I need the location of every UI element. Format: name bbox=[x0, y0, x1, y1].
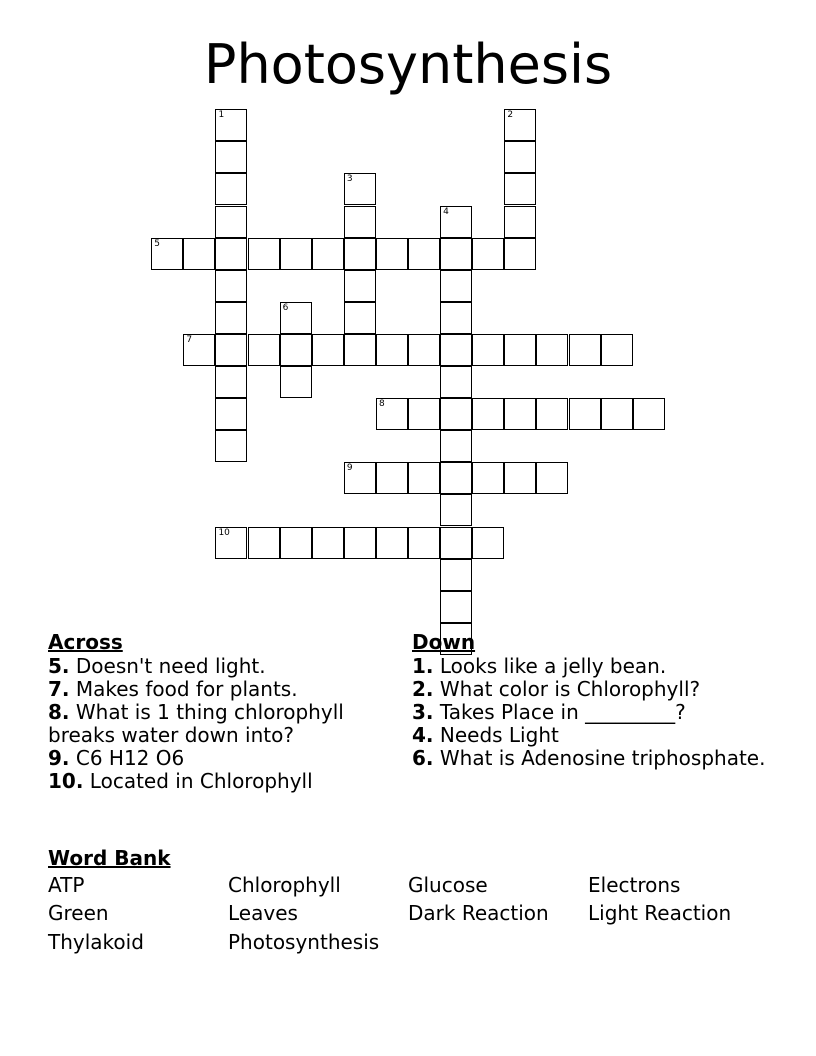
crossword-cell[interactable] bbox=[408, 462, 440, 494]
crossword-cell[interactable] bbox=[376, 238, 408, 270]
crossword-cell[interactable] bbox=[440, 591, 472, 623]
crossword-cell[interactable] bbox=[440, 270, 472, 302]
crossword-cell[interactable] bbox=[215, 398, 247, 430]
clue-text: What is Adenosine triphosphate. bbox=[439, 746, 766, 770]
clue-text: What color is Chlorophyll? bbox=[439, 677, 701, 701]
crossword-cell[interactable] bbox=[215, 430, 247, 462]
clue-text: Located in Chlorophyll bbox=[89, 769, 313, 793]
crossword-cell[interactable] bbox=[183, 334, 215, 366]
clue-number: 3. bbox=[412, 700, 434, 724]
crossword-cell[interactable] bbox=[504, 206, 536, 238]
crossword-cell[interactable] bbox=[215, 334, 247, 366]
crossword-cell[interactable] bbox=[440, 462, 472, 494]
clue-number: 1. bbox=[412, 654, 434, 678]
word-bank-item: Green bbox=[48, 901, 109, 925]
clue-number: 8. bbox=[48, 700, 70, 724]
crossword-cell[interactable] bbox=[440, 398, 472, 430]
crossword-cell[interactable] bbox=[472, 527, 504, 559]
word-bank-item: Leaves bbox=[228, 901, 298, 925]
clue-number-label: 10 bbox=[218, 527, 230, 538]
crossword-cell[interactable] bbox=[504, 398, 536, 430]
clue-number-label: 8 bbox=[378, 399, 385, 410]
down-clue bbox=[412, 724, 772, 747]
crossword-cell[interactable] bbox=[440, 334, 472, 366]
crossword-cell[interactable] bbox=[376, 462, 408, 494]
clue-number-label: 3 bbox=[346, 174, 353, 185]
crossword-cell[interactable] bbox=[344, 238, 376, 270]
page-title: Photosynthesis bbox=[203, 33, 613, 96]
clue-text: Doesn't need light. bbox=[75, 654, 266, 678]
word-bank-item: Chlorophyll bbox=[228, 873, 341, 897]
crossword-cell[interactable] bbox=[440, 559, 472, 591]
across-clue bbox=[48, 747, 388, 770]
down-clue bbox=[412, 678, 772, 701]
crossword-cell[interactable] bbox=[408, 527, 440, 559]
crossword-cell[interactable] bbox=[440, 302, 472, 334]
crossword-cell[interactable] bbox=[601, 398, 633, 430]
crossword-cell[interactable] bbox=[536, 462, 568, 494]
crossword-cell[interactable] bbox=[376, 334, 408, 366]
across-clue bbox=[48, 678, 388, 701]
crossword-cell[interactable] bbox=[472, 462, 504, 494]
clue-number-label: 6 bbox=[282, 302, 289, 313]
crossword-cell[interactable] bbox=[504, 109, 536, 141]
crossword-cell[interactable] bbox=[280, 366, 312, 398]
crossword-cell[interactable] bbox=[504, 173, 536, 205]
across-heading: Across bbox=[48, 630, 123, 654]
crossword-cell[interactable] bbox=[215, 141, 247, 173]
clue-number-label: 5 bbox=[154, 238, 160, 249]
across-clue bbox=[48, 701, 388, 747]
clue-number-label: 4 bbox=[443, 206, 449, 217]
crossword-cell[interactable] bbox=[440, 206, 472, 238]
word-bank-item: Photosynthesis bbox=[228, 930, 380, 954]
clue-number: 7. bbox=[48, 677, 70, 701]
down-clue bbox=[412, 655, 772, 678]
crossword-cell[interactable] bbox=[280, 527, 312, 559]
clue-text: What is 1 thing chlorophyll breaks water down into? bbox=[48, 700, 344, 747]
crossword-cell[interactable] bbox=[440, 366, 472, 398]
crossword-cell[interactable] bbox=[569, 334, 601, 366]
clue-number: 2. bbox=[412, 677, 434, 701]
crossword-cell[interactable] bbox=[215, 238, 247, 270]
word-bank-item: Light Reaction bbox=[588, 901, 732, 925]
clue-number-label: 2 bbox=[507, 110, 514, 121]
crossword-cell[interactable] bbox=[344, 334, 376, 366]
crossword-cell[interactable] bbox=[440, 494, 472, 526]
crossword-cell[interactable] bbox=[215, 206, 247, 238]
crossword-cell[interactable] bbox=[344, 527, 376, 559]
crossword-cell[interactable] bbox=[440, 430, 472, 462]
crossword-cell[interactable] bbox=[215, 302, 247, 334]
crossword-cell[interactable] bbox=[472, 334, 504, 366]
down-clues bbox=[412, 629, 772, 770]
crossword-cell[interactable] bbox=[215, 366, 247, 398]
crossword-cell[interactable] bbox=[408, 398, 440, 430]
clue-text: C6 H12 O6 bbox=[75, 746, 185, 770]
crossword-cell[interactable] bbox=[440, 238, 472, 270]
crossword-cell[interactable] bbox=[215, 270, 247, 302]
down-heading: Down bbox=[412, 630, 476, 654]
clue-number-label: 1 bbox=[218, 110, 225, 121]
word-bank bbox=[48, 845, 768, 961]
crossword-cell[interactable] bbox=[215, 109, 247, 141]
crossword-cell[interactable] bbox=[280, 302, 312, 334]
down-clue bbox=[412, 701, 772, 724]
word-bank-item: Dark Reaction bbox=[408, 901, 549, 925]
crossword-cell[interactable] bbox=[440, 527, 472, 559]
clue-number: 9. bbox=[48, 746, 70, 770]
clue-number-label: 7 bbox=[186, 334, 193, 345]
crossword-cell[interactable] bbox=[536, 398, 568, 430]
clue-text: Looks like a jelly bean. bbox=[439, 654, 667, 678]
crossword-cell[interactable] bbox=[280, 238, 312, 270]
crossword-cell[interactable] bbox=[344, 462, 376, 494]
word-bank-item: Thylakoid bbox=[48, 930, 144, 954]
word-bank-item: Electrons bbox=[588, 873, 681, 897]
crossword-cell[interactable] bbox=[536, 334, 568, 366]
clue-number-label: 9 bbox=[346, 463, 353, 474]
across-clue bbox=[48, 655, 388, 678]
clue-text: Makes food for plants. bbox=[75, 677, 298, 701]
crossword-cell[interactable] bbox=[504, 334, 536, 366]
crossword-cell[interactable] bbox=[504, 141, 536, 173]
crossword-cell[interactable] bbox=[408, 238, 440, 270]
crossword-cell[interactable] bbox=[633, 398, 665, 430]
crossword-cell[interactable] bbox=[344, 206, 376, 238]
across-clue bbox=[48, 770, 388, 793]
clue-number: 5. bbox=[48, 654, 70, 678]
word-bank-heading: Word Bank bbox=[48, 846, 171, 870]
clue-text: Needs Light bbox=[439, 723, 559, 747]
clue-number: 6. bbox=[412, 746, 434, 770]
crossword-cell[interactable] bbox=[504, 462, 536, 494]
clue-text: Takes Place in _________? bbox=[439, 700, 686, 724]
crossword-cell[interactable] bbox=[312, 527, 344, 559]
crossword-cell[interactable] bbox=[344, 173, 376, 205]
crossword-cell[interactable] bbox=[183, 238, 215, 270]
word-bank-item: Glucose bbox=[408, 873, 488, 897]
crossword-cell[interactable] bbox=[248, 238, 280, 270]
across-clues bbox=[48, 629, 388, 793]
crossword-cell[interactable] bbox=[472, 238, 504, 270]
crossword-cell[interactable] bbox=[248, 527, 280, 559]
word-bank-list bbox=[48, 871, 768, 961]
crossword-cell[interactable] bbox=[312, 334, 344, 366]
crossword-cell[interactable] bbox=[376, 527, 408, 559]
crossword-cell[interactable] bbox=[344, 270, 376, 302]
crossword-cell[interactable] bbox=[312, 238, 344, 270]
crossword-cell[interactable] bbox=[376, 398, 408, 430]
clue-number: 4. bbox=[412, 723, 434, 747]
crossword-cell[interactable] bbox=[472, 398, 504, 430]
crossword-cell[interactable] bbox=[215, 527, 247, 559]
crossword-cell[interactable] bbox=[215, 173, 247, 205]
crossword-cell[interactable] bbox=[601, 334, 633, 366]
crossword-cell[interactable] bbox=[280, 334, 312, 366]
down-clue bbox=[412, 747, 772, 770]
clue-number: 10. bbox=[48, 769, 84, 793]
crossword-cell[interactable] bbox=[504, 238, 536, 270]
crossword-cell[interactable] bbox=[151, 238, 183, 270]
crossword-cell[interactable] bbox=[344, 302, 376, 334]
crossword-cell[interactable] bbox=[408, 334, 440, 366]
crossword-cell[interactable] bbox=[248, 334, 280, 366]
crossword-cell[interactable] bbox=[569, 398, 601, 430]
word-bank-item: ATP bbox=[48, 873, 85, 897]
